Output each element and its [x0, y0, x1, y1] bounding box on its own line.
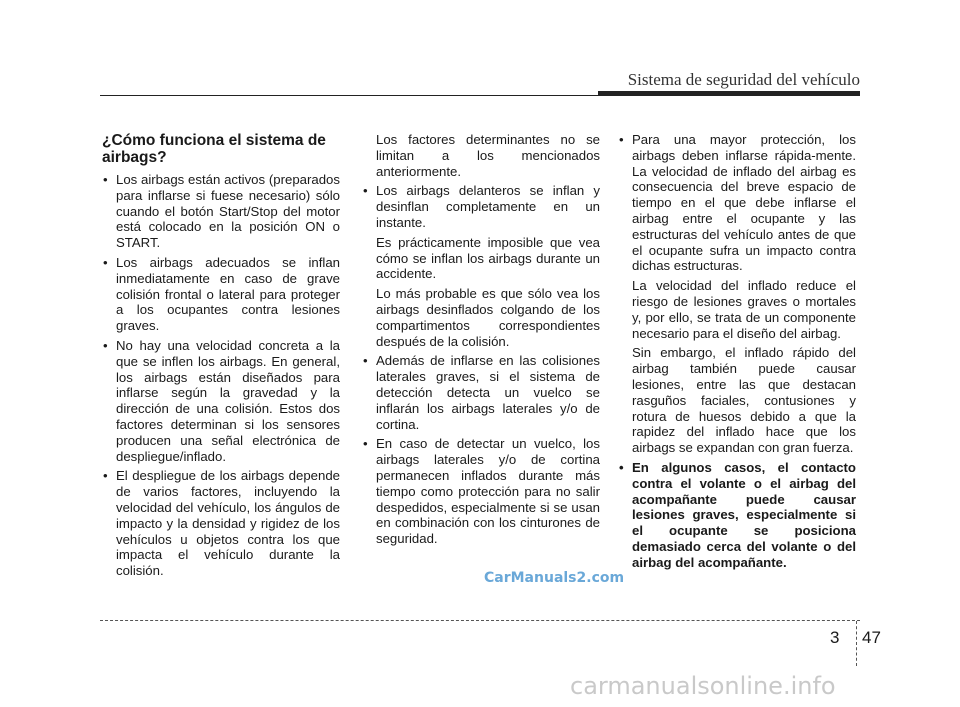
list-item: • Los airbags adecuados se inflan inmediatamente en caso de grave colisión frontal o lateral para proteger a los ocupantes contra lesiones graves.	[102, 255, 340, 334]
bullet-list	[362, 183, 600, 230]
list-item: • El despliegue de los airbags depende de varios factores, incluyendo la velocidad del vehículo, los ángulos de impacto y la densidad y rigidez de los vehículos u objetos contra los que impacta el vehículo durante la colisión.	[102, 468, 340, 579]
list-item-text: • Los airbags delanteros se inflan y desinflan completamente en un instante.	[376, 183, 600, 230]
list-item: • No hay una velocidad concreta a la que se inflen los airbags. En general, los airbags están diseñados para inflarse según la gravedad y la dirección de una colisión. Estos dos factores determinan si los sensores producen una señal electrónica de despliegue/inflado.	[102, 338, 340, 464]
bullet-list	[618, 132, 856, 274]
list-item	[362, 183, 600, 230]
footer-divider	[856, 621, 857, 666]
list-item: • Los airbags están activos (preparados para inflarse si fuese necesario) sólo cuando el botón Start/Stop del motor está colocado en la posición ON o START.	[102, 172, 340, 251]
column-2	[362, 132, 600, 551]
section-heading: ¿Cómo funciona el sistema de airbags?	[102, 132, 326, 166]
page-chapter-number: 3	[830, 628, 840, 647]
intro-paragraph: Los factores determinantes no se limitan a los mencionados anteriormente.	[376, 132, 600, 179]
list-item: • En caso de detectar un vuelco, los airbags laterales y/o de cortina permanecen inflados durante más tiempo como protección para no salir despedidos, especialmente si se usan en combinación con los cinturones de seguridad.	[362, 436, 600, 547]
watermark-logo: CarManuals2.com	[484, 570, 625, 586]
sub-paragraph: Lo más probable es que sólo vea los airbags desinflados colgando de los compartimentos correspondientes después de la colisión.	[376, 286, 600, 349]
page-header-title: Sistema de seguridad del vehículo	[627, 70, 860, 89]
header-rule-accent	[598, 91, 860, 96]
bullet-list	[362, 353, 600, 547]
page-number: 47	[862, 628, 881, 647]
bullet-list	[618, 460, 856, 571]
bullet-list	[102, 172, 340, 579]
sub-paragraph: La velocidad del inflado reduce el riesgo de lesiones graves o mortales y, por ello, se trata de un componente necesario para el diseño del airbag.	[632, 278, 856, 341]
footer-rule	[100, 620, 860, 621]
column-1	[102, 132, 340, 583]
column-3	[618, 132, 856, 575]
sub-paragraph: Es prácticamente imposible que vea cómo se inflan los airbags durante un accidente.	[376, 234, 600, 282]
warning-list-item: • En algunos casos, el contacto contra el volante o el airbag del acompañante puede causar lesiones graves, especialmente si el ocupante se posiciona demasiado cerca del volante o del airbag del acompañante.	[618, 460, 856, 571]
sub-paragraph: Sin embargo, el inflado rápido del airbag también puede causar lesiones, entre las que destacan rasguños faciales, contusiones y rotura de huesos debido a que la rapidez del inflado hace que los airbags se expandan con gran fuerza.	[632, 345, 856, 456]
list-item: • Para una mayor protección, los airbags deben inflarse rápida-mente. La velocidad de inflado del airbag es consecuencia del breve espacio de tiempo en el que debe inflarse el airbag entre el ocupante y las estructuras del vehículo antes de que el ocupante sufra un impacto contra dichas estructuras.	[618, 132, 856, 274]
footer-site-watermark: carmanualsonline.info	[570, 672, 836, 700]
list-item: • Además de inflarse en las colisiones laterales graves, si el sistema de detección detecta un vuelco se inflarán los airbags laterales y/o de cortina.	[362, 353, 600, 432]
